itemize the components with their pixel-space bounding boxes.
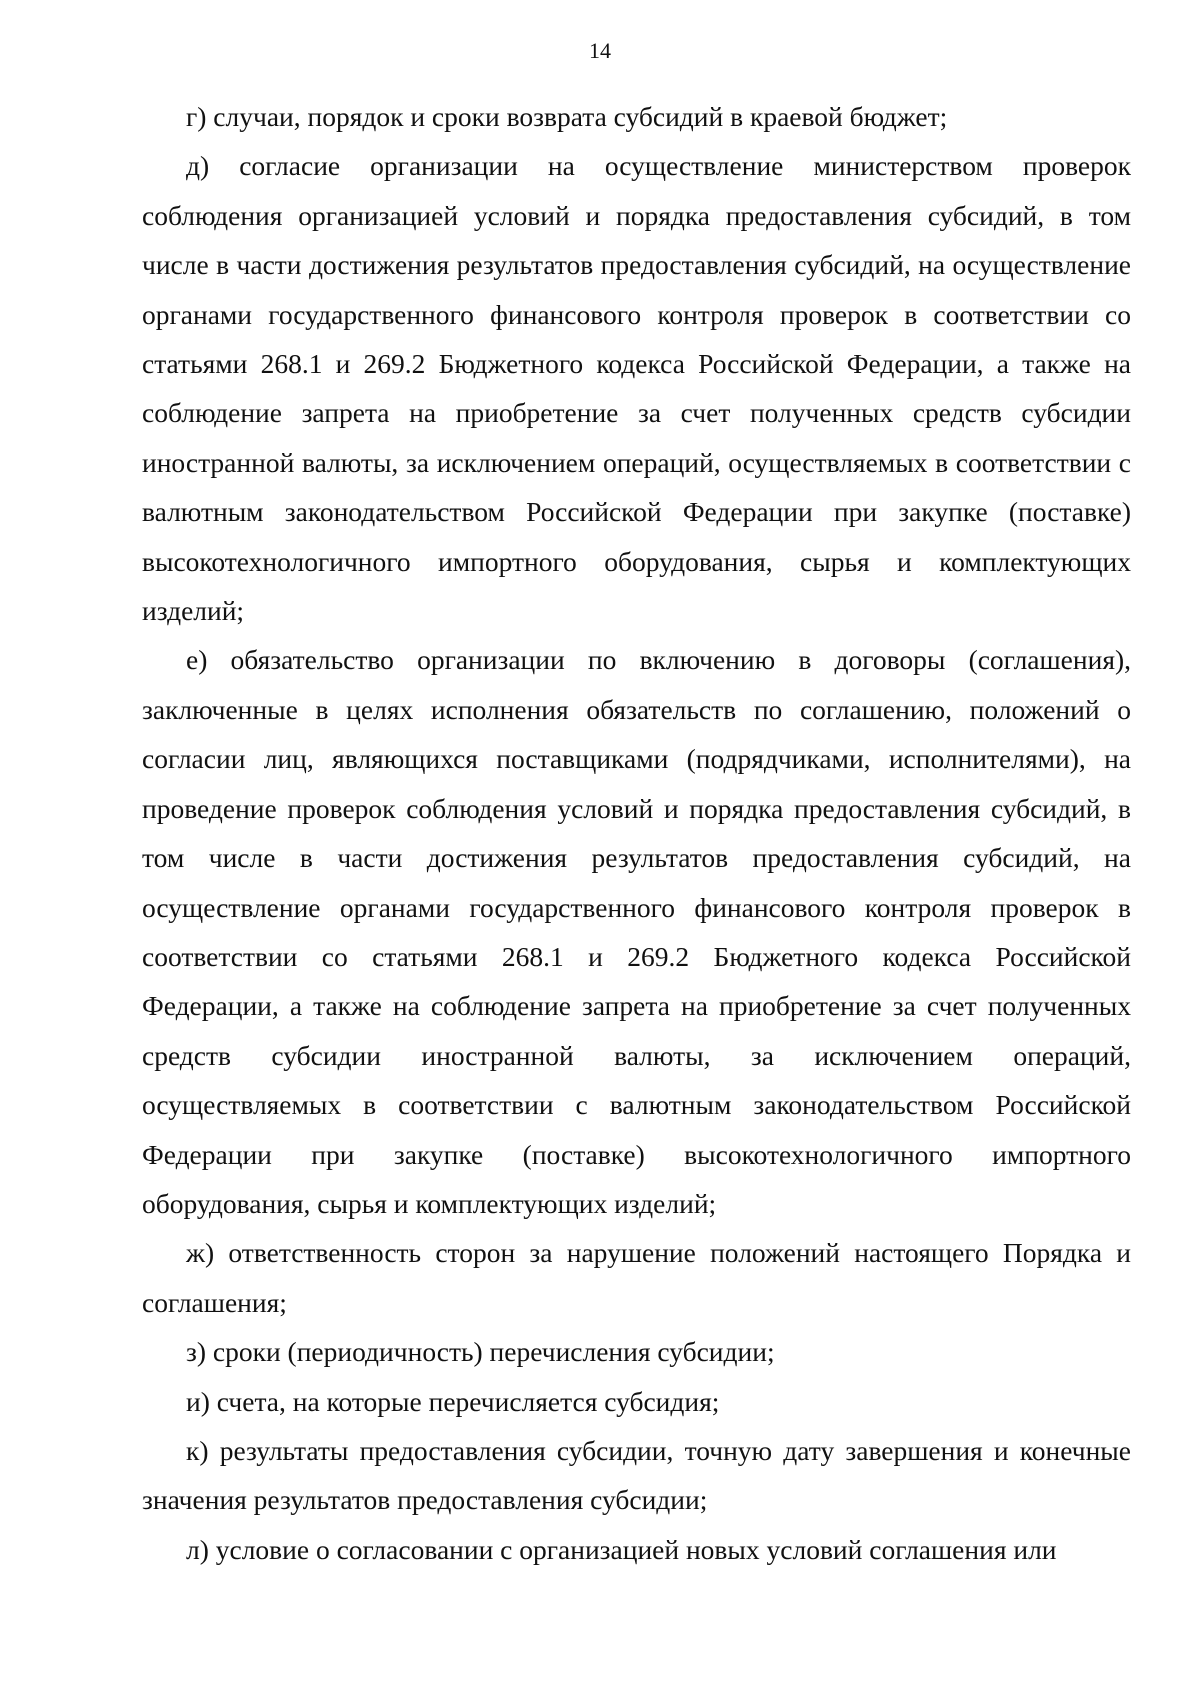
paragraph-z: з) сроки (периодичность) перечисления субсидии; xyxy=(186,1336,775,1368)
paragraph-zh: ж) ответственность сторон за нарушение положений настоящего Порядка и соглашения; xyxy=(142,1237,1131,1318)
paragraph-e: е) обязательство организации по включению в договоры (соглашения), заключенные в целях исполнения обязательств по соглашению, положений о согласии лиц, являющихся поставщиками (подрядчиками, исполнителями), на проведение проверок соблюдения условий и порядка предоставления субсидий, в том числе в части достижения результатов предоставления субсидий, на осуществление органами государственного финансового контроля проверок в соответствии со статьями 268.1 и 269.2 Бюджетного кодекса Российской Федерации, а также на соблюдение запрета на приобретение за счет полученных средств субсидии иностранной валюты, за исключением операций, осуществляемых в соответствии с валютным законодательством Российской Федерации при закупке (поставке) высокотехнологичного импортного оборудования, сырья и комплектующих изделий; xyxy=(142,644,1131,1219)
paragraph-l: л) условие о согласовании с организацией новых условий соглашения или xyxy=(186,1533,1057,1565)
document-body xyxy=(142,92,1131,1574)
paragraph-g: г) случаи, порядок и сроки возврата субсидий в краевой бюджет; xyxy=(186,101,948,132)
paragraph-d: д) согласие организации на осуществление министерством проверок соблюдения организацией условий и порядка предоставления субсидий, в том числе в части достижения результатов предоставления субсидий, на осуществление органами государственного финансового контроля проверок в соответствии со статьями 268.1 и 269.2 Бюджетного кодекса Российской Федерации, а также на соблюдение запрета на приобретение за счет полученных средств субсидии иностранной валюты, за исключением операций, осуществляемых в соответствии с валютным законодательством Российской Федерации при закупке (поставке) высокотехнологичного импортного оборудования, сырья и комплектующих изделий; xyxy=(142,150,1131,627)
paragraph-k: к) результаты предоставления субсидии, точную дату завершения и конечные значения результатов предоставления субсидии; xyxy=(142,1434,1131,1516)
page-number: 14 xyxy=(589,38,611,63)
paragraph-i: и) счета, на которые перечисляется субсидия; xyxy=(186,1385,720,1417)
